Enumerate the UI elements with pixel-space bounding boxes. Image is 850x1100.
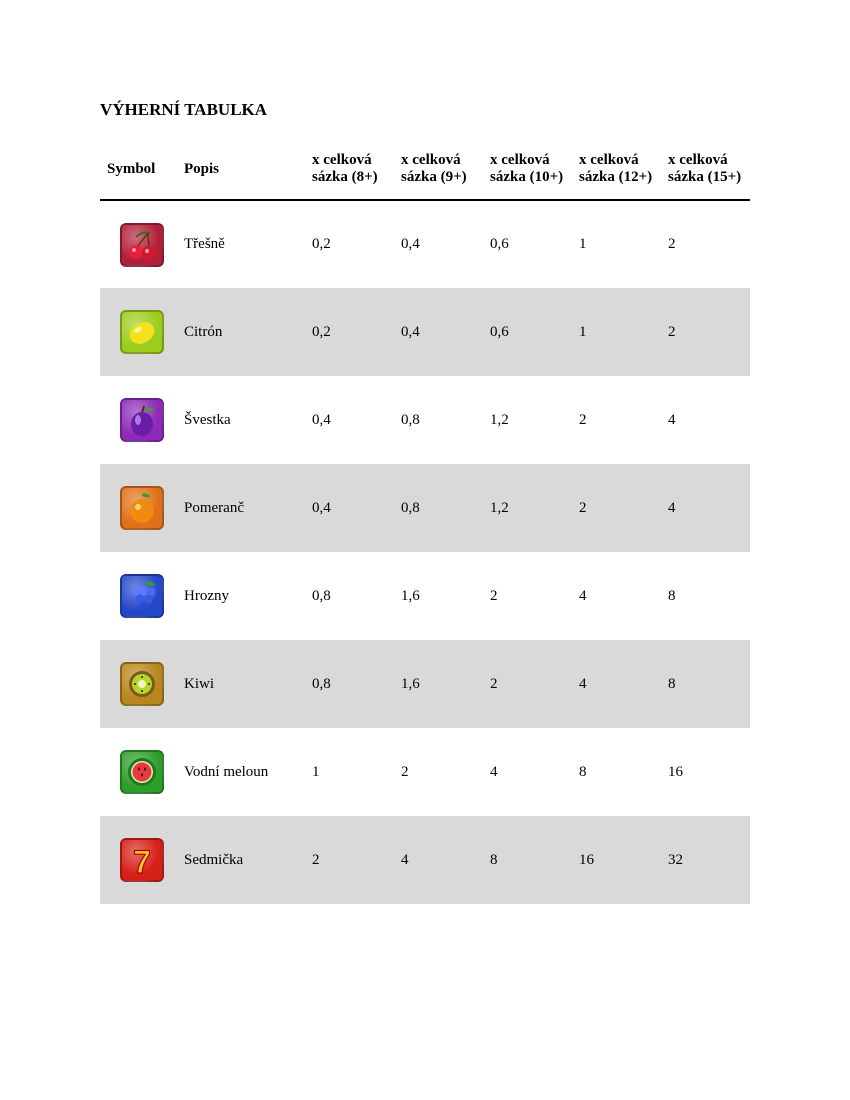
symbol-name: Švestka	[184, 411, 231, 428]
table-row	[100, 552, 750, 640]
pay-12: 1	[579, 236, 587, 252]
table-row	[100, 640, 750, 728]
pay-15: 2	[668, 236, 676, 252]
symbol-cell	[100, 816, 177, 904]
pay-15: 2	[668, 323, 676, 340]
page-title: VÝHERNÍ TABULKA	[100, 100, 268, 119]
pay-10: 2	[490, 675, 498, 692]
symbol-cell	[100, 640, 177, 728]
table-row	[100, 288, 750, 376]
watermelon-icon	[120, 750, 164, 794]
paytable	[100, 143, 750, 904]
header-description: Popis	[184, 160, 220, 177]
pay-12: 16	[579, 851, 594, 868]
seven-icon	[120, 838, 164, 882]
pay-12: 4	[579, 675, 587, 692]
pay-9: 2	[401, 763, 409, 780]
table-body	[100, 200, 750, 904]
table-row	[100, 816, 750, 904]
kiwi-icon	[120, 662, 164, 706]
grapes-icon	[120, 574, 164, 618]
orange-icon	[120, 486, 164, 530]
pay-10: 0,6	[490, 236, 509, 252]
symbol-cell	[100, 288, 177, 376]
lemon-icon	[120, 310, 164, 354]
symbol-name: Třešně	[184, 236, 225, 252]
pay-10: 2	[490, 587, 498, 604]
pay-8: 0,8	[312, 675, 331, 692]
pay-9: 1,6	[401, 675, 420, 692]
symbol-name: Vodní meloun	[184, 763, 269, 780]
symbol-cell	[100, 200, 177, 288]
table-header-row	[100, 143, 750, 200]
header-pay-15: x celková sázka (15+)	[668, 152, 742, 185]
pay-8: 1	[312, 763, 320, 780]
pay-10: 0,6	[490, 323, 509, 340]
pay-9: 0,8	[401, 411, 420, 428]
pay-8: 0,4	[312, 411, 331, 428]
symbol-name: Hrozny	[184, 587, 229, 604]
svg-text:7: 7	[133, 844, 151, 880]
pay-15: 4	[668, 411, 676, 428]
pay-8: 0,2	[312, 236, 331, 252]
pay-15: 8	[668, 587, 676, 604]
table-row	[100, 464, 750, 552]
symbol-name: Kiwi	[184, 675, 214, 692]
pay-15: 4	[668, 499, 676, 516]
pay-9: 4	[401, 851, 409, 868]
pay-8: 2	[312, 851, 320, 868]
pay-9: 1,6	[401, 587, 420, 604]
pay-8: 0,8	[312, 587, 331, 604]
symbol-name: Citrón	[184, 323, 223, 340]
symbol-name: Sedmička	[184, 851, 244, 868]
header-pay-9: x celková sázka (9+)	[401, 152, 467, 185]
pay-9: 0,8	[401, 499, 420, 516]
pay-10: 1,2	[490, 411, 509, 428]
symbol-cell	[100, 464, 177, 552]
pay-8: 0,4	[312, 499, 331, 516]
cherry-icon	[120, 223, 164, 267]
pay-8: 0,2	[312, 323, 331, 340]
pay-12: 4	[579, 587, 587, 604]
pay-10: 4	[490, 763, 498, 780]
pay-9: 0,4	[401, 236, 420, 252]
plum-icon	[120, 398, 164, 442]
symbol-cell	[100, 728, 177, 816]
pay-15: 16	[668, 763, 683, 780]
table-row	[100, 728, 750, 816]
pay-12: 1	[579, 323, 587, 340]
pay-12: 2	[579, 411, 587, 428]
table-row	[100, 376, 750, 464]
pay-12: 2	[579, 499, 587, 516]
pay-10: 1,2	[490, 499, 509, 516]
symbol-cell	[100, 376, 177, 464]
pay-15: 32	[668, 851, 683, 868]
table-row	[100, 200, 750, 288]
pay-15: 8	[668, 675, 676, 692]
header-symbol: Symbol	[107, 160, 156, 177]
pay-12: 8	[579, 763, 587, 780]
header-pay-8: x celková sázka (8+)	[312, 152, 378, 185]
symbol-cell	[100, 552, 177, 640]
header-pay-12: x celková sázka (12+)	[579, 152, 653, 185]
pay-10: 8	[490, 851, 498, 868]
header-pay-10: x celková sázka (10+)	[490, 152, 564, 185]
pay-9: 0,4	[401, 323, 420, 340]
symbol-name: Pomeranč	[184, 499, 244, 516]
